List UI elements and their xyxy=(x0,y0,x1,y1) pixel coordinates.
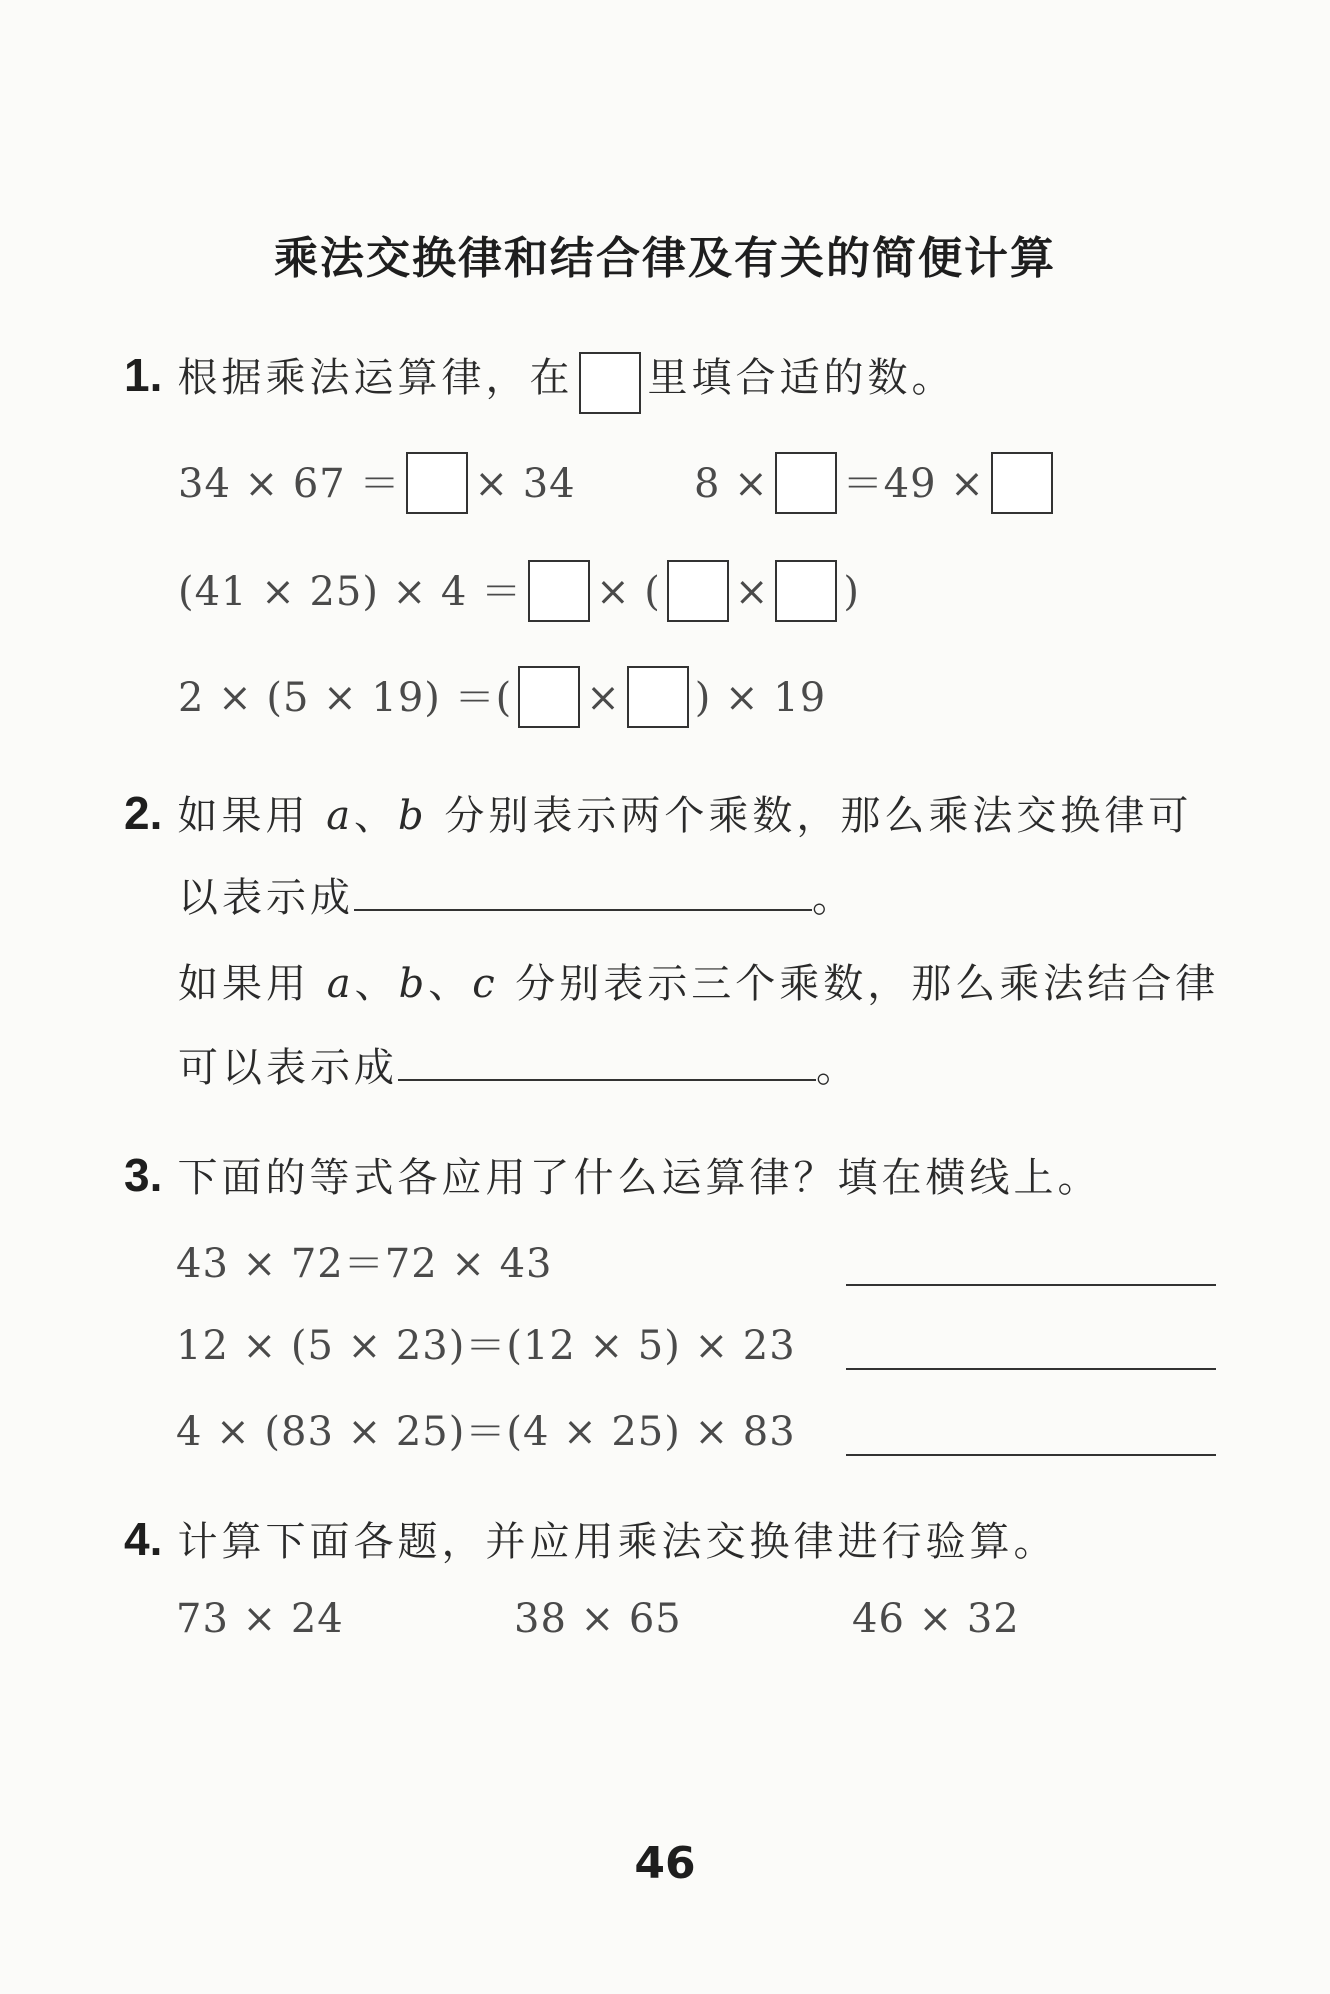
q3-equation-3: 4 × (83 × 25)＝(4 × 25) × 83 xyxy=(176,1409,796,1455)
q1-equation-4 xyxy=(178,666,826,732)
separator: 、 xyxy=(428,961,473,1007)
period: 。 xyxy=(812,875,856,921)
answer-box[interactable] xyxy=(627,666,689,728)
question-3-text: 下面的等式各应用了什么运算律？填在横线上。 xyxy=(177,1155,1102,1201)
answer-line[interactable] xyxy=(846,1368,1216,1370)
q1-eq3-op: × ( xyxy=(596,569,661,615)
var-b: b xyxy=(398,961,429,1007)
q1-eq1-left: 34 × 67 ＝ xyxy=(178,461,401,507)
question-2-number: 2. xyxy=(124,787,163,839)
q2-text: 分别表示两个乘数，那么乘法交换律可 xyxy=(427,793,1193,839)
answer-box[interactable] xyxy=(528,560,590,622)
q1-eq3-times: × xyxy=(734,569,770,615)
q2-text: 分别表示三个乘数，那么乘法结合律 xyxy=(498,961,1220,1007)
question-3-heading xyxy=(124,1146,1101,1203)
answer-box[interactable] xyxy=(775,560,837,622)
answer-box[interactable] xyxy=(775,452,837,514)
var-a: a xyxy=(326,961,355,1007)
question-4-number: 4. xyxy=(124,1513,163,1565)
answer-box[interactable] xyxy=(991,452,1053,514)
q1-eq2-middle: ＝49 × xyxy=(842,461,985,507)
question-3-number: 3. xyxy=(124,1149,163,1201)
q1-eq4-left: 2 × (5 × 19) ＝( xyxy=(178,675,513,721)
q3-equation-1: 43 × 72＝72 × 43 xyxy=(176,1241,553,1287)
answer-box[interactable] xyxy=(667,560,729,622)
period: 。 xyxy=(816,1045,860,1091)
q3-equation-2: 12 × (5 × 23)＝(12 × 5) × 23 xyxy=(176,1323,796,1369)
var-a: a xyxy=(326,793,355,839)
answer-line[interactable] xyxy=(846,1454,1216,1456)
q4-item-3: 46 × 32 xyxy=(852,1596,1020,1642)
var-c: c xyxy=(472,961,499,1007)
question-1-text-b: 里填合适的数。 xyxy=(647,355,956,401)
q2-text: 可以表示成 xyxy=(178,1045,398,1091)
question-1-text-a: 根据乘法运算律，在 xyxy=(177,355,574,401)
question-4-text: 计算下面各题，并应用乘法交换律进行验算。 xyxy=(177,1519,1058,1565)
question-1-heading xyxy=(124,346,955,418)
q1-eq2-left: 8 × xyxy=(694,461,769,507)
q1-equation-1 xyxy=(178,452,576,518)
q1-eq4-right: ) × 19 xyxy=(694,675,827,721)
q1-equation-3 xyxy=(178,560,860,626)
page-title: 乘法交换律和结合律及有关的简便计算 xyxy=(274,233,1056,284)
q1-eq3-left: (41 × 25) × 4 ＝ xyxy=(178,569,523,615)
question-2-line-4 xyxy=(178,1036,860,1093)
page-number: 46 xyxy=(634,1838,696,1889)
q1-equation-2 xyxy=(694,452,1059,518)
separator: 、 xyxy=(354,793,399,839)
q2-text: 如果用 xyxy=(177,793,327,839)
q1-eq4-times: × xyxy=(586,675,621,721)
question-1-number: 1. xyxy=(124,349,163,401)
q1-eq3-close: ) xyxy=(843,569,861,615)
q2-text: 以表示成 xyxy=(178,875,354,921)
q2-text: 如果用 xyxy=(178,961,327,1007)
question-2-line-2 xyxy=(178,866,856,923)
question-2-line-1 xyxy=(124,784,1192,841)
answer-line[interactable] xyxy=(846,1284,1216,1286)
question-2-line-3 xyxy=(178,952,1219,1009)
separator: 、 xyxy=(354,961,399,1007)
q4-item-1: 73 × 24 xyxy=(176,1596,344,1642)
answer-line[interactable] xyxy=(398,1039,816,1081)
answer-line[interactable] xyxy=(354,869,812,911)
example-blank-box xyxy=(579,352,641,414)
q4-item-2: 38 × 65 xyxy=(514,1596,682,1642)
var-b: b xyxy=(398,793,428,839)
q1-eq1-right: × 34 xyxy=(474,461,576,507)
answer-box[interactable] xyxy=(406,452,468,514)
answer-box[interactable] xyxy=(518,666,580,728)
question-4-heading xyxy=(124,1510,1057,1567)
